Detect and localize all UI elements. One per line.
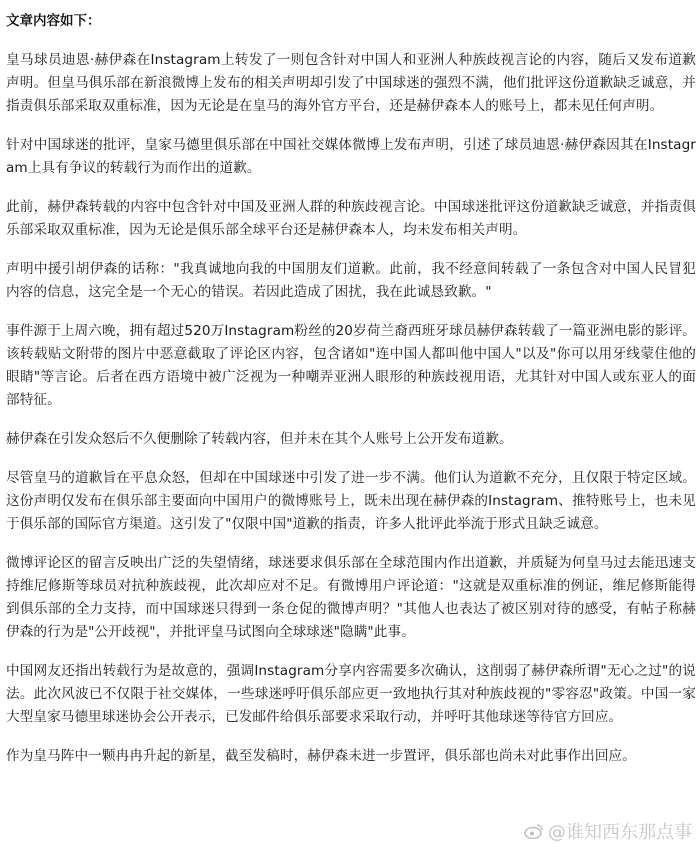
watermark-text: @谁知西东那点事 (548, 822, 692, 843)
paragraph-4: 声明中援引胡伊森的话称："我真诚地向我的中国朋友们道歉。此前，我不经意间转载了一条包含对中国人民冒犯内容的信息，这完全是一个无心的错误。若因此造成了困扰，我在此诚恳致歉。" (6, 261, 696, 300)
paragraph-6: 赫伊森在引发众怒后不久便删除了转载内容，但并未在其个人账号上公开发布道歉。 (6, 431, 513, 447)
paragraph-2: 针对中国球迷的批评，皇家马德里俱乐部在中国社交媒体微博上发布声明，引述了球员迪恩·赫伊森因其在Instagram上具有争议的转载行为而作出的道歉。 (6, 137, 696, 176)
paragraph-3: 此前，赫伊森转载的内容中包含针对中国及亚洲人群的种族歧视言论。中国球迷批评这份道歉缺乏诚意，并指责俱乐部采取双重标准，因为无论是俱乐部全球平台还是赫伊森本人，均未发布相关声明。 (6, 199, 696, 238)
paragraph-10: 作为皇马阵中一颗冉冉升起的新星，截至发稿时，赫伊森未进一步置评，俱乐部也尚未对此事作出回应。 (6, 748, 636, 764)
weibo-icon (524, 823, 544, 839)
paragraph-1: 皇马球员迪恩·赫伊森在Instagram上转发了一则包含针对中国人和亚洲人种族歧视言论的内容，随后又发布道歉声明。但皇马俱乐部在新浪微博上发布的相关声明却引发了中国球迷的强烈不满，他们批评这份道歉缺乏诚意，并指责俱乐部采取双重标准，因为无论是在皇马的海外官方平台，还是赫伊森本人的账号上，都未见任何声明。 (6, 52, 696, 114)
article (6, 0, 696, 768)
watermark (524, 818, 692, 844)
article-heading: 文章内容如下： (6, 13, 101, 29)
paragraph-7: 尽管皇马的道歉旨在平息众怒，但却在中国球迷中引发了进一步不满。他们认为道歉不充分，且仅限于特定区域。这份声明仅发布在俱乐部主要面向中国用户的微博账号上，既未出现在赫伊森的Instagram、推特账号上，也未见于俱乐部的国际官方渠道。这引发了"仅限中国"道歉的指责，许多人批评此举流于形式且缺乏诚意。 (6, 470, 696, 532)
paragraph-5: 事件源于上周六晚，拥有超过520万Instagram粉丝的20岁荷兰裔西班牙球员赫伊森转载了一篇亚洲电影的影评。该转载贴文附带的图片中恶意截取了评论区内容，包含诸如"连中国人都叫他中国人"以及"你可以用牙线蒙住他的眼睛"等言论。后者在西方语境中被广泛视为一种嘲弄亚洲人眼形的种族歧视用语，尤其针对中国人或东亚人的面部特征。 (6, 323, 696, 408)
paragraph-8: 微博评论区的留言反映出广泛的失望情绪，球迷要求俱乐部在全球范围内作出道歉，并质疑为何皇马过去能迅速支持维尼修斯等球员对抗种族歧视，此次却应对不足。有微博用户评论道："这就是双重标准的例证，维尼修斯能得到俱乐部的全力支持，而中国球迷只得到一条仓促的微博声明？"其他人也表达了被区别对待的感受，有帖子称赫伊森的行为是"公开歧视"，并批评皇马试图向全球球迷"隐瞒"此事。 (6, 555, 696, 640)
paragraph-9: 中国网友还指出转载行为是故意的，强调Instagram分享内容需要多次确认，这削弱了赫伊森所谓"无心之过"的说法。此次风波已不仅限于社交媒体，一些球迷呼吁俱乐部应更一致地执行其对种族歧视的"零容忍"政策。中国一家大型皇家马德里球迷协会公开表示，已发邮件给俱乐部要求采取行动，并呼吁其他球迷等待官方回应。 (6, 663, 696, 725)
